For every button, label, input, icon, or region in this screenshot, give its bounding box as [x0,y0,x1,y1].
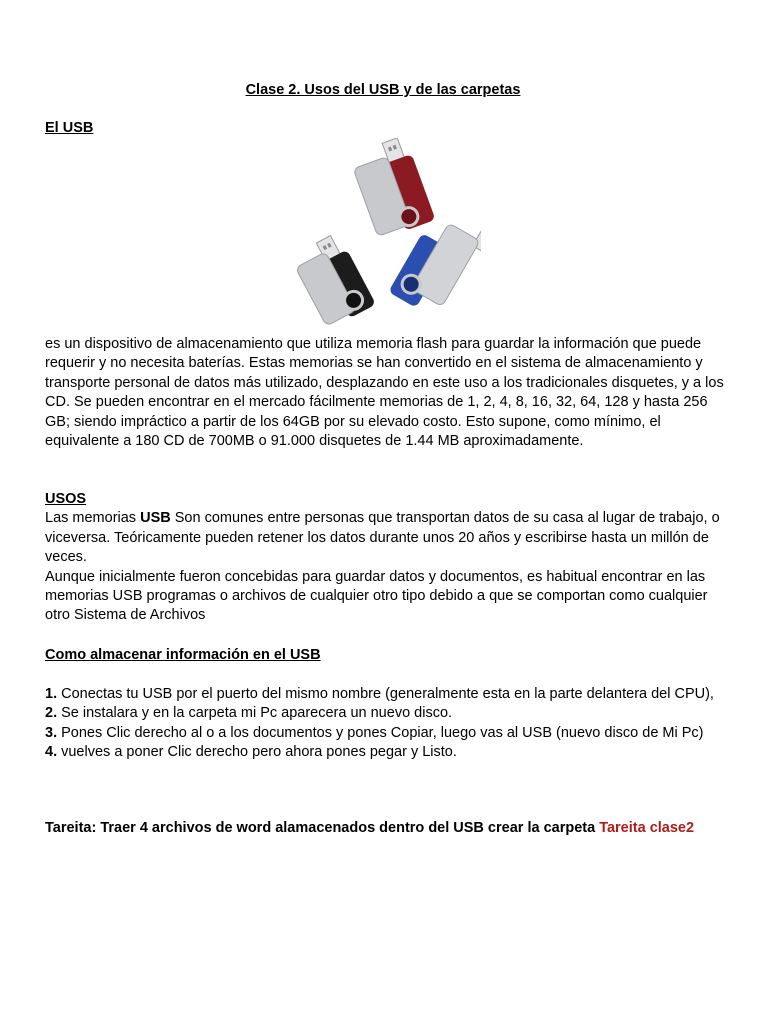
usb-description-text: es un dispositivo de almacenamiento que utiliza memoria flash para guardar la información que puede requerir y no necesita baterías. Estas memorias se han convertido en el sistema de almacenamiento y transporte personal de datos más utilizado, desplazando en este uso a los tradicionales disquetes, y a los CD. Se pueden encontrar en el mercado fácilmente memorias de 1, 2, 4, 8, 16, 32, 64, 128 y hasta 256 GB; siendo impráctico a partir de los 64GB por su elevado costo. Esto supone, como mínimo, el equivalente a 180 CD de 700MB o 91.000 disquetes de 1.44 MB aproximadamente. [45,336,724,450]
section-heading-como: Como almacenar información en el USB [45,647,321,663]
usb-drives-image [289,138,481,330]
usb-description [45,335,730,451]
homework-task [45,819,730,838]
page-title: Clase 2. Usos del USB y de las carpetas [245,82,521,98]
spacer [45,665,730,684]
step-1-text: Conectas tu USB por el puerto del mismo nombre (generalmente esta en la parte delantera del CPU), [57,685,714,702]
usos-paragraph-1 [45,509,730,567]
step-3-number: 3. [45,724,58,741]
section-como-almacenar [45,646,730,762]
step-1 [45,685,730,704]
section-usos [45,490,730,626]
step-4 [45,743,730,762]
homework-folder-name: Tareita clase2 [599,820,695,836]
usos-paragraph-2: Aunque inicialmente fueron concebidas para guardar datos y documentos, es habitual encontrar en las memorias USB programas o archivos de cualquier otro tipo debido a que se comportan como cualquier otro Sistema de Archivos [45,568,708,624]
usos-p1-text-rest: Son comunes entre personas que transportan datos de su casa al lugar de trabajo, o viceversa. Teóricamente pueden retener los datos durante unos 20 años y escribirse hasta un millón de veces. [45,510,720,566]
step-2-text: Se instalara y en la carpeta mi Pc aparecera un nuevo disco. [57,705,453,722]
usos-p1-text: Las memorias [45,510,141,527]
step-1-number: 1. [45,685,58,702]
usos-p1-usb-bold: USB [140,510,171,527]
step-4-text: vuelves a poner Clic derecho pero ahora pones pegar y Listo. [57,744,457,761]
step-3 [45,724,730,743]
step-3-text: Pones Clic derecho al o a los documentos y pones Copiar, luego vas al USB (nuevo disco de Mi Pc) [57,724,704,741]
step-2 [45,704,730,723]
step-2-number: 2. [45,705,58,722]
homework-text: Tareita: Traer 4 archivos de word alamacenados dentro del USB crear la carpeta [45,820,600,836]
usb-flash-drives-illustration [289,138,481,330]
step-4-number: 4. [45,744,58,761]
section-heading-usb: El USB [45,120,94,136]
section-heading-usos: USOS [45,491,87,507]
